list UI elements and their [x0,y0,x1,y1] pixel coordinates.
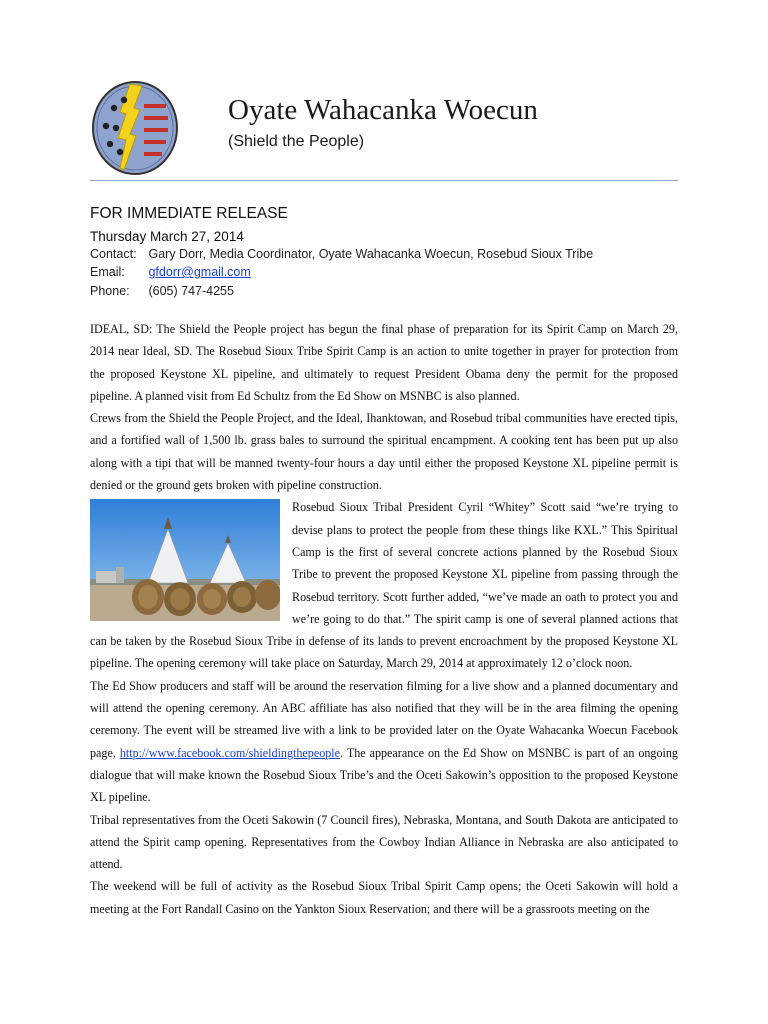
header-divider [90,180,678,181]
paragraph-ed-show [90,675,678,809]
phone-value: (605) 747-4255 [148,284,234,298]
org-subtitle: (Shield the People) [228,133,365,150]
paragraph-weekend: The weekend will be full of activity as the Rosebud Sioux Tribal Spirit Camp opens; the Oceti Sakowin will hold a meeting at the Fort Randall Casino on the Yankton Sioux Reservation; and there will be a grassroots meeting on the [90,879,678,916]
paragraph-crews: Crews from the Shield the People Project, and the Ideal, Ihanktowan, and Rosebud tribal communities have erected tipis, and a fortified wall of 1,500 lb. grass bales to surround the spiritual encampment. A cooking tent has been put up also along with a tipi that will be manned twenty-four hours a day until either the proposed Keystone XL pipeline permit is denied or the ground gets broken with pipeline construction. [90,411,678,493]
spirit-camp-photo [90,499,280,621]
phone-label: Phone: [90,284,130,298]
paragraph-representatives: Tribal representatives from the Oceti Sakowin (7 Council fires), Nebraska, Montana, and South Dakota are anticipated to attend the Spirit camp opening. Representatives from the Cowboy Indian Alliance in Nebraska are also anticipated to attend. [90,812,678,872]
facebook-link[interactable]: http://www.facebook.com/shieldingthepeople [119,745,341,760]
release-date: Thursday March 27, 2014 [90,229,244,244]
email-link[interactable]: gfdorr@gmail.com [148,265,251,279]
paragraph-intro: IDEAL, SD: The Shield the People project has begun the final phase of preparation for its Spirit Camp on March 29, 2014 near Ideal, SD. The Rosebud Sioux Tribe Spirit Camp is an action to unite together in prayer for protection from the proposed Keystone XL pipeline, and ultimately to request President Obama deny the permit for the proposed pipeline. A planned visit from Ed Schultz from the Ed Show on MSNBC is also planned. [90,322,678,403]
email-label: Email: [90,265,125,279]
ed-show-text: The Ed Show producers and staff will be around the reservation filming for a live show and a planned documentary and will attend the opening ceremony. An ABC affiliate has also notified that they will be in the area filming the opening ceremony. The event will be streamed live with a link to be provided later on the Oyate Wahacanka Woecun Facebook page, [90,678,678,760]
contact-label: Contact: [90,247,137,261]
org-title: Oyate Wahacanka Woecun [228,94,538,126]
contact-value: Gary Dorr, Media Coordinator, Oyate Wahacanka Woecun, Rosebud Sioux Tribe [148,247,594,261]
paragraph-president: Rosebud Sioux Tribal President Cyril “Whitey” Scott said “we’re trying to devise plans to protect the people from these things like KXL.” This Spiritual Camp is the first of several concrete actions planned by the Rosebud Sioux Tribe to prevent the proposed Keystone XL pipeline from passing through the Rosebud territory. Scott further added, “we’ve made an oath to protect you and we’re going to do that.” The spirit camp is one of several planned actions that can be taken by the Rosebud Sioux Tribe in defense of its lands to prevent encroachment by the proposed Keystone XL pipeline. The opening ceremony will take place on Saturday, March 29, 2014 at approximately 12 o’clock noon. [90,500,678,671]
phone-row [90,284,234,298]
shield-logo-icon [90,78,180,178]
press-release-body [90,318,678,920]
email-row [90,265,251,279]
release-heading: FOR IMMEDIATE RELEASE [90,205,288,222]
ed-show-text-continued: . The appearance on the Ed Show on MSNBC is part of an ongoing dialogue that will make known the Rosebud Sioux Tribe’s and the Oceti Sakowin’s opposition to the proposed Keystone XL pipeline. [90,745,678,805]
contact-row [90,247,593,261]
